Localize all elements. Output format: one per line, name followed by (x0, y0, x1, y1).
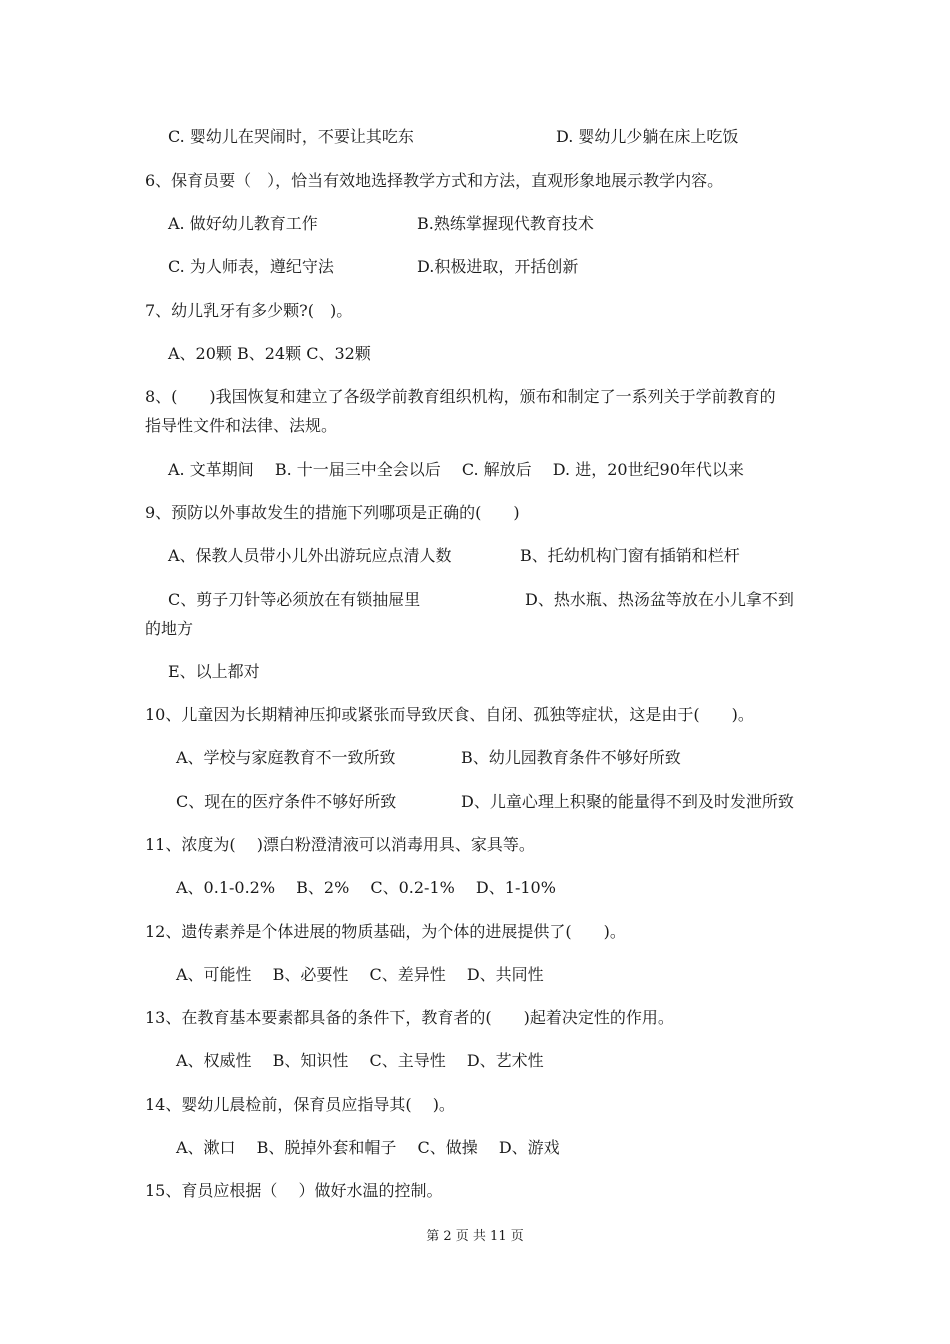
option-d-q10: D、儿童心理上积聚的能量得不到及时发泄所致 (461, 792, 794, 811)
question-13: 13、在教育基本要素都具备的条件下，教育者的( )起着决定性的作用。 (145, 1008, 674, 1027)
options-q8: A. 文革期间 B. 十一届三中全会以后 C. 解放后 D. 进，20世纪90年代以来 (168, 460, 744, 479)
option-c-q6: C. 为人师表，遵纪守法 (168, 257, 334, 276)
question-9: 9、预防以外事故发生的措施下列哪项是正确的( ) (145, 503, 520, 522)
question-15: 15、育员应根据（ ）做好水温的控制。 (145, 1181, 443, 1200)
options-q13: A、权威性 B、知识性 C、主导性 D、艺术性 (176, 1051, 544, 1070)
question-12: 12、遗传素养是个体进展的物质基础，为个体的进展提供了( )。 (145, 922, 626, 941)
option-a-q9: A、保教人员带小儿外出游玩应点清人数 (168, 546, 452, 565)
option-c-q5: C. 婴幼儿在哭闹时，不要让其吃东 (168, 127, 414, 146)
question-8-cont: 指导性文件和法律、法规。 (145, 416, 338, 435)
question-14: 14、婴幼儿晨检前，保育员应指导其( )。 (145, 1095, 455, 1114)
option-a-q6: A. 做好幼儿教育工作 (168, 214, 318, 233)
option-a-q10: A、学校与家庭教育不一致所致 (176, 748, 396, 767)
option-e-q9: E、以上都对 (168, 662, 260, 681)
question-6: 6、保育员要（ ），恰当有效地选择教学方式和方法，直观形象地展示教学内容。 (145, 171, 724, 190)
options-q12: A、可能性 B、必要性 C、差异性 D、共同性 (176, 965, 544, 984)
option-d-q6: D.积极进取，开括创新 (417, 257, 579, 276)
question-8: 8、( )我国恢复和建立了各级学前教育组织机构，颁布和制定了一系列关于学前教育的 (145, 387, 776, 406)
options-q7: A、20颗 B、24颗 C、32颗 (168, 344, 371, 363)
question-10: 10、儿童因为长期精神压抑或紧张而导致厌食、自闭、孤独等症状，这是由于( )。 (145, 705, 754, 724)
page-number-footer: 第 2 页 共 11 页 (426, 1229, 524, 1244)
options-q11: A、0.1-0.2% B、2% C、0.2-1% D、1-10% (176, 878, 556, 897)
option-b-q9: B、托幼机构门窗有插销和栏杆 (520, 546, 740, 565)
question-7: 7、幼儿乳牙有多少颗?( )。 (145, 301, 353, 320)
option-d-q9: D、热水瓶、热汤盆等放在小儿拿不到 (525, 590, 794, 609)
option-b-q6: B.熟练掌握现代教育技术 (417, 214, 594, 233)
option-c-q9: C、剪子刀针等必须放在有锁抽屉里 (168, 590, 421, 609)
options-q14: A、漱口 B、脱掉外套和帽子 C、做操 D、游戏 (176, 1138, 560, 1157)
question-11: 11、浓度为( )漂白粉澄清液可以消毒用具、家具等。 (145, 835, 535, 854)
option-b-q10: B、幼儿园教育条件不够好所致 (461, 748, 681, 767)
option-d-q9-cont: 的地方 (145, 619, 194, 638)
option-d-q5: D. 婴幼儿少躺在床上吃饭 (556, 127, 739, 146)
option-c-q10: C、现在的医疗条件不够好所致 (176, 792, 397, 811)
